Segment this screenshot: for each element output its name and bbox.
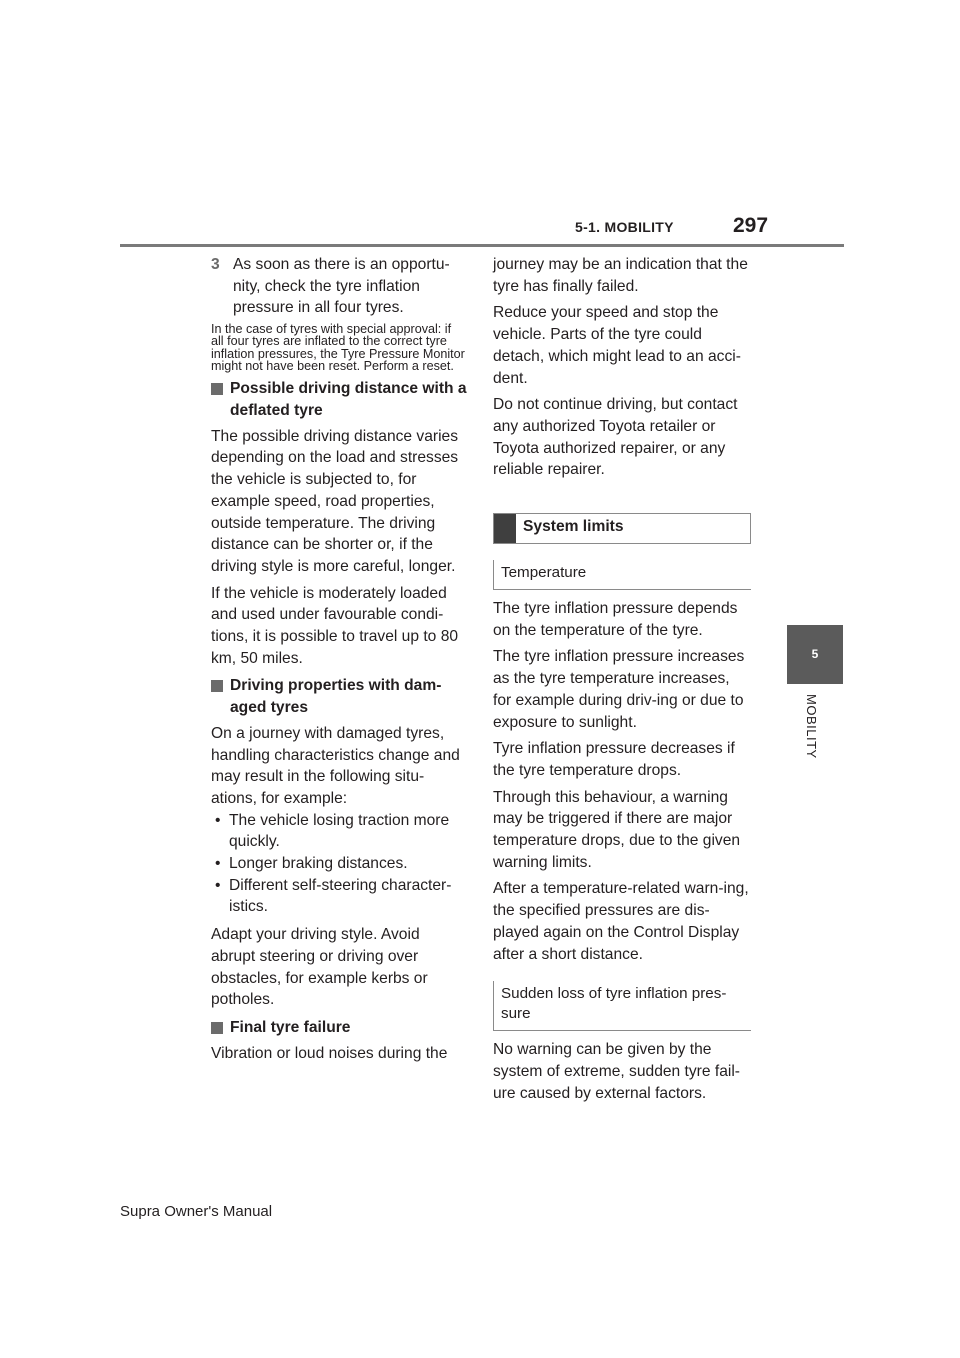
square-bullet-icon [211,383,223,395]
list-item: • Longer braking distances. [211,853,467,875]
paragraph: After a temperature-related warn-ing, the specified pressures are dis-played again on the Control Display after a short distance. [493,880,749,963]
heading-text: Possible driving distance with a deflated tyre [230,380,467,419]
heading-driving-distance [211,378,467,421]
paragraph: Vibration or loud noises during the [211,1044,448,1062]
paragraph: If the vehicle is moderately loaded and used under favourable condi-tions, it is possible to travel up to 80 km, 50 miles. [211,584,459,667]
chapter-tab[interactable]: 5 [787,625,843,684]
paragraph: Reduce your speed and stop the vehicle. Parts of the tyre could detach, which might lead to an acci-dent. [493,304,741,387]
page-number: 297 [733,214,769,237]
right-column [493,254,751,1109]
heading-final-failure [211,1017,467,1039]
paragraph: journey may be an indication that the tyre has finally failed. [493,256,748,295]
paragraph: Adapt your driving style. Avoid abrupt steering or driving over obstacles, for example kerbs or potholes. [211,926,428,1009]
box-marker [494,514,516,543]
header-rule [120,244,844,247]
square-bullet-icon [211,680,223,692]
chapter-label: MOBILITY [804,694,819,759]
list-item: • The vehicle losing traction more quickly. [211,810,467,853]
paragraph: The tyre inflation pressure increases as the tyre temperature increases, for example during driv-ing or due to exposure to sunlight. [493,648,745,731]
heading-text: Driving properties with dam-aged tyres [230,677,442,717]
left-column [211,254,467,1069]
paragraph: The tyre inflation pressure depends on the temperature of the tyre. [493,600,738,639]
step-3 [211,254,467,319]
system-limits-box [493,513,751,544]
heading-driving-properties [211,675,467,718]
step-text: As soon as there is an opportu-nity, check the tyre inflation pressure in all four tyres. [233,256,450,317]
paragraph: The possible driving distance varies depending on the load and stresses the vehicle is subjected to, for example speed, road properties, outside temperature. The driving distance can be shorter or, if the driving style is more careful, longer. [211,427,459,575]
note-text: In the case of tyres with special approval: if all four tyres are inflated to the correct tyre inflation pressures, the Tyre Pressure Monitor might not have been reset. Perform a reset. [211,322,465,373]
paragraph: Tyre inflation pressure decreases if the tyre temperature drops. [493,740,735,779]
step-number: 3 [211,256,220,273]
heading-text: Final tyre failure [230,1018,351,1036]
box-title: System limits [523,518,624,536]
list-item: • Different self-steering character-istics. [211,875,467,918]
footer-text: Supra Owner's Manual [120,1203,273,1220]
bullet-list [211,810,467,919]
section-title: 5-1. MOBILITY [575,219,674,235]
paragraph: No warning can be given by the system of extreme, sudden tyre fail-ure caused by external factors. [493,1041,740,1102]
subheading-sudden-loss: Sudden loss of tyre inflation pres-sure [493,981,751,1031]
square-bullet-icon [211,1022,223,1034]
paragraph: Through this behaviour, a warning may be triggered if there are major temperature drops, due to the given warning limits. [493,788,741,871]
paragraph: Do not continue driving, but contact any authorized Toyota retailer or Toyota authorized repairer, or any reliable repairer. [493,396,738,479]
subheading-temperature: Temperature [493,560,751,590]
paragraph: On a journey with damaged tyres, handling characteristics change and may result in the following situ-ations, for example: [211,724,460,807]
